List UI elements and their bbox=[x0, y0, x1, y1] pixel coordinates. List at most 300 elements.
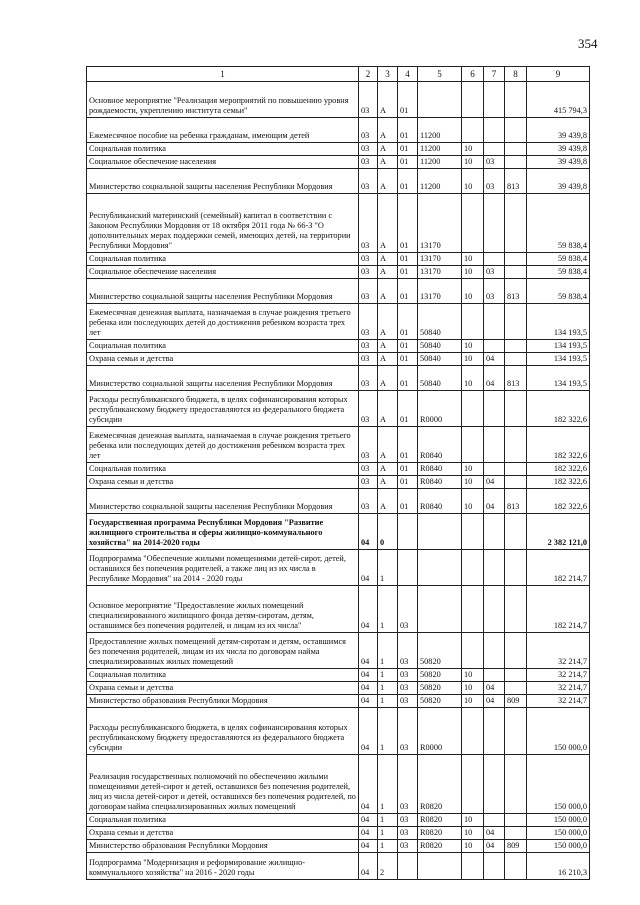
code-col-2: 04 bbox=[359, 827, 378, 840]
code-col-5: R0000 bbox=[418, 391, 462, 427]
code-col-4: 03 bbox=[398, 682, 418, 695]
amount-value: 134 193,5 bbox=[527, 304, 590, 340]
code-col-4: 01 bbox=[398, 82, 418, 118]
code-col-5: 50820 bbox=[418, 669, 462, 682]
amount-value: 2 382 121,0 bbox=[527, 514, 590, 550]
amount-value: 39 439,8 bbox=[527, 118, 590, 143]
code-col-8: 813 bbox=[505, 169, 527, 194]
table-row bbox=[87, 304, 590, 340]
code-col-8 bbox=[505, 353, 527, 366]
code-col-4: 01 bbox=[398, 253, 418, 266]
amount-value: 415 794,3 bbox=[527, 82, 590, 118]
code-col-8 bbox=[505, 476, 527, 489]
code-col-6: 10 bbox=[462, 814, 484, 827]
amount-value: 32 214,7 bbox=[527, 669, 590, 682]
code-col-3: А bbox=[378, 118, 398, 143]
table-row bbox=[87, 118, 590, 143]
code-col-7 bbox=[484, 253, 505, 266]
header-cell: 7 bbox=[484, 67, 505, 82]
code-col-3: А bbox=[378, 340, 398, 353]
code-col-5: R0840 bbox=[418, 489, 462, 514]
code-col-4: 01 bbox=[398, 169, 418, 194]
header-cell: 3 bbox=[378, 67, 398, 82]
code-col-2: 03 bbox=[359, 82, 378, 118]
code-col-8 bbox=[505, 827, 527, 840]
code-col-3: А bbox=[378, 304, 398, 340]
row-label: Охрана семьи и детства bbox=[87, 353, 359, 366]
row-label: Социальная политика bbox=[87, 143, 359, 156]
code-col-3: 1 bbox=[378, 695, 398, 708]
code-col-8 bbox=[505, 755, 527, 814]
code-col-7 bbox=[484, 708, 505, 755]
code-col-5: 13170 bbox=[418, 253, 462, 266]
amount-value: 150 000,0 bbox=[527, 814, 590, 827]
code-col-7: 03 bbox=[484, 279, 505, 304]
table-row bbox=[87, 266, 590, 279]
table-row bbox=[87, 340, 590, 353]
amount-value: 150 000,0 bbox=[527, 708, 590, 755]
amount-value: 182 322,6 bbox=[527, 476, 590, 489]
code-col-2: 04 bbox=[359, 708, 378, 755]
table-row bbox=[87, 391, 590, 427]
code-col-5: R0000 bbox=[418, 708, 462, 755]
amount-value: 59 838,4 bbox=[527, 253, 590, 266]
amount-value: 134 193,5 bbox=[527, 353, 590, 366]
code-col-4: 01 bbox=[398, 476, 418, 489]
code-col-7: 04 bbox=[484, 827, 505, 840]
code-col-2: 03 bbox=[359, 194, 378, 253]
code-col-3: А bbox=[378, 194, 398, 253]
row-label: Социальная политика bbox=[87, 669, 359, 682]
code-col-7: 04 bbox=[484, 489, 505, 514]
code-col-3: 1 bbox=[378, 550, 398, 586]
table-row bbox=[87, 169, 590, 194]
code-col-5: R0840 bbox=[418, 463, 462, 476]
code-col-7: 04 bbox=[484, 840, 505, 853]
code-col-8 bbox=[505, 156, 527, 169]
code-col-5: 50840 bbox=[418, 304, 462, 340]
code-col-2: 04 bbox=[359, 840, 378, 853]
amount-value: 150 000,0 bbox=[527, 755, 590, 814]
header-cell: 4 bbox=[398, 67, 418, 82]
code-col-7: 04 bbox=[484, 353, 505, 366]
code-col-2: 04 bbox=[359, 814, 378, 827]
code-col-3: А bbox=[378, 463, 398, 476]
code-col-7: 04 bbox=[484, 476, 505, 489]
row-label: Социальное обеспечение населения bbox=[87, 266, 359, 279]
code-col-7 bbox=[484, 669, 505, 682]
code-col-4: 03 bbox=[398, 827, 418, 840]
code-col-3: А bbox=[378, 279, 398, 304]
amount-value: 182 322,6 bbox=[527, 463, 590, 476]
code-col-6: 10 bbox=[462, 682, 484, 695]
code-col-6 bbox=[462, 853, 484, 880]
table-row bbox=[87, 489, 590, 514]
table-row bbox=[87, 143, 590, 156]
code-col-5 bbox=[418, 514, 462, 550]
code-col-3: А bbox=[378, 169, 398, 194]
code-col-4: 01 bbox=[398, 156, 418, 169]
code-col-6: 10 bbox=[462, 156, 484, 169]
row-label: Охрана семьи и детства bbox=[87, 827, 359, 840]
code-col-7 bbox=[484, 391, 505, 427]
code-col-6: 10 bbox=[462, 340, 484, 353]
code-col-4 bbox=[398, 514, 418, 550]
code-col-8 bbox=[505, 266, 527, 279]
amount-value: 182 322,6 bbox=[527, 391, 590, 427]
code-col-4: 01 bbox=[398, 391, 418, 427]
code-col-7 bbox=[484, 118, 505, 143]
header-cell: 2 bbox=[359, 67, 378, 82]
code-col-4 bbox=[398, 853, 418, 880]
code-col-6: 10 bbox=[462, 169, 484, 194]
code-col-3: 1 bbox=[378, 814, 398, 827]
code-col-4: 03 bbox=[398, 708, 418, 755]
code-col-4: 01 bbox=[398, 118, 418, 143]
code-col-3: А bbox=[378, 353, 398, 366]
table-body bbox=[87, 67, 590, 880]
row-label: Предоставление жилых помещений детям-сиротам и детям, оставшимся без попечения родителей, лицам из их числа по договорам найма специализированных жилых помещений bbox=[87, 633, 359, 669]
code-col-2: 03 bbox=[359, 489, 378, 514]
amount-value: 134 193,5 bbox=[527, 340, 590, 353]
code-col-6: 10 bbox=[462, 669, 484, 682]
code-col-8: 809 bbox=[505, 840, 527, 853]
amount-value: 32 214,7 bbox=[527, 682, 590, 695]
code-col-8 bbox=[505, 304, 527, 340]
code-col-7 bbox=[484, 82, 505, 118]
table-row bbox=[87, 633, 590, 669]
table-row bbox=[87, 156, 590, 169]
code-col-5 bbox=[418, 82, 462, 118]
code-col-6: 10 bbox=[462, 266, 484, 279]
row-label: Министерство образования Республики Мордовия bbox=[87, 695, 359, 708]
amount-value: 32 214,7 bbox=[527, 695, 590, 708]
code-col-6: 10 bbox=[462, 253, 484, 266]
code-col-5: 13170 bbox=[418, 279, 462, 304]
code-col-7 bbox=[484, 514, 505, 550]
code-col-4: 01 bbox=[398, 304, 418, 340]
code-col-5 bbox=[418, 586, 462, 633]
row-label: Ежемесячное пособие на ребенка гражданам, имеющим детей bbox=[87, 118, 359, 143]
code-col-7 bbox=[484, 814, 505, 827]
row-label: Министерство социальной защиты населения Республики Мордовия bbox=[87, 169, 359, 194]
amount-value: 182 214,7 bbox=[527, 586, 590, 633]
code-col-3: 0 bbox=[378, 514, 398, 550]
code-col-4: 03 bbox=[398, 755, 418, 814]
code-col-5 bbox=[418, 550, 462, 586]
code-col-7: 03 bbox=[484, 266, 505, 279]
code-col-5: R0820 bbox=[418, 827, 462, 840]
amount-value: 39 439,8 bbox=[527, 143, 590, 156]
code-col-8 bbox=[505, 82, 527, 118]
code-col-4: 01 bbox=[398, 427, 418, 463]
code-col-3: 1 bbox=[378, 669, 398, 682]
table-row bbox=[87, 840, 590, 853]
code-col-6 bbox=[462, 550, 484, 586]
code-col-8 bbox=[505, 682, 527, 695]
code-col-7 bbox=[484, 550, 505, 586]
code-col-7 bbox=[484, 427, 505, 463]
code-col-3: А bbox=[378, 156, 398, 169]
code-col-5: 50820 bbox=[418, 695, 462, 708]
amount-value: 16 210,3 bbox=[527, 853, 590, 880]
code-col-2: 04 bbox=[359, 695, 378, 708]
code-col-4: 03 bbox=[398, 840, 418, 853]
row-label: Социальная политика bbox=[87, 340, 359, 353]
code-col-3: А bbox=[378, 253, 398, 266]
code-col-3: А bbox=[378, 143, 398, 156]
row-label: Охрана семьи и детства bbox=[87, 682, 359, 695]
code-col-4: 01 bbox=[398, 340, 418, 353]
code-col-5: 50840 bbox=[418, 353, 462, 366]
code-col-6 bbox=[462, 633, 484, 669]
code-col-6 bbox=[462, 755, 484, 814]
code-col-2: 04 bbox=[359, 586, 378, 633]
code-col-5: R0840 bbox=[418, 427, 462, 463]
code-col-2: 03 bbox=[359, 366, 378, 391]
code-col-8 bbox=[505, 586, 527, 633]
code-col-2: 03 bbox=[359, 304, 378, 340]
code-col-8 bbox=[505, 853, 527, 880]
code-col-6 bbox=[462, 304, 484, 340]
code-col-8 bbox=[505, 253, 527, 266]
row-label: Республиканский материнский (семейный) капитал в соответствии с Законом Республики Мордовия от 18 октября 2011 года № 66-З "О дополнительных мерах поддержки семей, имеющих детей, на территории Республики Мордовия" bbox=[87, 194, 359, 253]
code-col-5: R0820 bbox=[418, 755, 462, 814]
table-row bbox=[87, 853, 590, 880]
table-row bbox=[87, 550, 590, 586]
code-col-7 bbox=[484, 340, 505, 353]
code-col-6: 10 bbox=[462, 827, 484, 840]
code-col-8 bbox=[505, 194, 527, 253]
code-col-2: 03 bbox=[359, 463, 378, 476]
code-col-5: 11200 bbox=[418, 169, 462, 194]
row-label: Ежемесячная денежная выплата, назначаемая в случае рождения третьего ребенка или последующих детей до достижения ребенком возраста трех лет bbox=[87, 427, 359, 463]
code-col-2: 03 bbox=[359, 118, 378, 143]
code-col-5: 13170 bbox=[418, 266, 462, 279]
code-col-3: 1 bbox=[378, 708, 398, 755]
row-label: Социальное обеспечение населения bbox=[87, 156, 359, 169]
row-label: Министерство социальной защиты населения Республики Мордовия bbox=[87, 366, 359, 391]
code-col-2: 03 bbox=[359, 476, 378, 489]
code-col-2: 03 bbox=[359, 427, 378, 463]
table-row bbox=[87, 253, 590, 266]
row-label: Социальная политика bbox=[87, 814, 359, 827]
code-col-8 bbox=[505, 514, 527, 550]
code-col-5: 11200 bbox=[418, 143, 462, 156]
table-row bbox=[87, 353, 590, 366]
code-col-7: 04 bbox=[484, 366, 505, 391]
code-col-4: 01 bbox=[398, 353, 418, 366]
table-row bbox=[87, 708, 590, 755]
amount-value: 39 439,8 bbox=[527, 169, 590, 194]
amount-value: 150 000,0 bbox=[527, 840, 590, 853]
code-col-2: 03 bbox=[359, 156, 378, 169]
code-col-6: 10 bbox=[462, 353, 484, 366]
code-col-2: 03 bbox=[359, 353, 378, 366]
code-col-2: 04 bbox=[359, 755, 378, 814]
table-row bbox=[87, 695, 590, 708]
code-col-6: 10 bbox=[462, 489, 484, 514]
code-col-8 bbox=[505, 463, 527, 476]
code-col-6: 10 bbox=[462, 463, 484, 476]
code-col-8 bbox=[505, 669, 527, 682]
table-header-row bbox=[87, 67, 590, 82]
code-col-3: А bbox=[378, 476, 398, 489]
row-label: Социальная политика bbox=[87, 253, 359, 266]
code-col-5: 11200 bbox=[418, 118, 462, 143]
code-col-5: R0820 bbox=[418, 840, 462, 853]
code-col-8: 813 bbox=[505, 489, 527, 514]
budget-table bbox=[86, 66, 590, 880]
code-col-4: 01 bbox=[398, 143, 418, 156]
code-col-3: А bbox=[378, 427, 398, 463]
amount-value: 150 000,0 bbox=[527, 827, 590, 840]
code-col-2: 03 bbox=[359, 253, 378, 266]
code-col-6 bbox=[462, 82, 484, 118]
amount-value: 59 838,4 bbox=[527, 266, 590, 279]
table-row bbox=[87, 586, 590, 633]
code-col-4: 03 bbox=[398, 814, 418, 827]
code-col-3: А bbox=[378, 82, 398, 118]
code-col-2: 04 bbox=[359, 633, 378, 669]
code-col-5: 50820 bbox=[418, 633, 462, 669]
row-label: Реализация государственных полномочий по обеспечению жилыми помещениями детей-сирот и детей, оставшихся без попечения родителей, лиц из числа детей-сирот и детей, оставшихся без попечения родителей, по договорам найма специализированных жилых помещений bbox=[87, 755, 359, 814]
table-row bbox=[87, 279, 590, 304]
row-label: Расходы республиканского бюджета, в целях софинансирования которых республиканскому бюджету предоставляются из федерального бюджета субсидии bbox=[87, 391, 359, 427]
code-col-6: 10 bbox=[462, 143, 484, 156]
code-col-5: R0840 bbox=[418, 476, 462, 489]
code-col-7 bbox=[484, 304, 505, 340]
row-label: Основное мероприятие "Реализация мероприятий по повышению уровня рождаемости, укреплению института семьи" bbox=[87, 82, 359, 118]
table-row bbox=[87, 682, 590, 695]
row-label: Министерство социальной защиты населения Республики Мордовия bbox=[87, 279, 359, 304]
code-col-6: 10 bbox=[462, 840, 484, 853]
code-col-2: 03 bbox=[359, 340, 378, 353]
code-col-8 bbox=[505, 143, 527, 156]
code-col-2: 03 bbox=[359, 279, 378, 304]
code-col-4: 01 bbox=[398, 266, 418, 279]
header-cell: 5 bbox=[418, 67, 462, 82]
row-label: Основное мероприятие "Предоставление жилых помещений специализированного жилищного фонда детям-сиротам, детям, оставшимся без попечения родителей, и лицам из их числа" bbox=[87, 586, 359, 633]
code-col-2: 03 bbox=[359, 391, 378, 427]
code-col-3: 1 bbox=[378, 755, 398, 814]
code-col-7 bbox=[484, 755, 505, 814]
code-col-5 bbox=[418, 853, 462, 880]
code-col-6 bbox=[462, 194, 484, 253]
code-col-6 bbox=[462, 427, 484, 463]
amount-value: 59 838,4 bbox=[527, 194, 590, 253]
code-col-4: 03 bbox=[398, 669, 418, 682]
amount-value: 59 838,4 bbox=[527, 279, 590, 304]
row-label: Государственная программа Республики Мордовия "Развитие жилищного строительства и сферы жилищно-коммунального хозяйства" на 2014-2020 годы bbox=[87, 514, 359, 550]
code-col-2: 04 bbox=[359, 550, 378, 586]
table-row bbox=[87, 755, 590, 814]
code-col-2: 04 bbox=[359, 853, 378, 880]
amount-value: 182 322,6 bbox=[527, 489, 590, 514]
row-label: Ежемесячная денежная выплата, назначаемая в случае рождения третьего ребенка или последующих детей до достижения ребенком возраста трех лет bbox=[87, 304, 359, 340]
amount-value: 39 439,8 bbox=[527, 156, 590, 169]
table-row bbox=[87, 476, 590, 489]
code-col-8: 809 bbox=[505, 695, 527, 708]
row-label: Социальная политика bbox=[87, 463, 359, 476]
code-col-6: 10 bbox=[462, 476, 484, 489]
table-row bbox=[87, 814, 590, 827]
code-col-7 bbox=[484, 194, 505, 253]
code-col-6 bbox=[462, 586, 484, 633]
code-col-5: 50840 bbox=[418, 366, 462, 391]
code-col-3: А bbox=[378, 366, 398, 391]
code-col-4: 01 bbox=[398, 194, 418, 253]
code-col-8 bbox=[505, 118, 527, 143]
table-row bbox=[87, 514, 590, 550]
code-col-8: 813 bbox=[505, 279, 527, 304]
code-col-4 bbox=[398, 550, 418, 586]
code-col-3: 2 bbox=[378, 853, 398, 880]
table-row bbox=[87, 194, 590, 253]
code-col-6 bbox=[462, 118, 484, 143]
amount-value: 182 214,7 bbox=[527, 550, 590, 586]
code-col-4: 03 bbox=[398, 633, 418, 669]
row-label: Подпрограмма "Модернизация и реформирование жилищно-коммунального хозяйства" на 2016 - 2020 годы bbox=[87, 853, 359, 880]
table-row bbox=[87, 427, 590, 463]
code-col-8 bbox=[505, 550, 527, 586]
code-col-4: 01 bbox=[398, 279, 418, 304]
header-cell: 1 bbox=[87, 67, 359, 82]
header-cell: 8 bbox=[505, 67, 527, 82]
amount-value: 134 193,5 bbox=[527, 366, 590, 391]
code-col-3: А bbox=[378, 489, 398, 514]
code-col-2: 04 bbox=[359, 682, 378, 695]
code-col-2: 04 bbox=[359, 669, 378, 682]
code-col-7: 04 bbox=[484, 682, 505, 695]
code-col-5: 11200 bbox=[418, 156, 462, 169]
code-col-5: R0820 bbox=[418, 814, 462, 827]
code-col-7 bbox=[484, 463, 505, 476]
code-col-8 bbox=[505, 708, 527, 755]
code-col-3: 1 bbox=[378, 840, 398, 853]
code-col-6: 10 bbox=[462, 279, 484, 304]
code-col-7 bbox=[484, 633, 505, 669]
code-col-7: 04 bbox=[484, 695, 505, 708]
code-col-5: 50840 bbox=[418, 340, 462, 353]
amount-value: 182 322,6 bbox=[527, 427, 590, 463]
row-label: Подпрограмма "Обеспечение жилыми помещениями детей-сирот, детей, оставшихся без попечения родителей, а также лиц из их числа в Республике Мордовия" на 2014 - 2020 годы bbox=[87, 550, 359, 586]
code-col-6: 10 bbox=[462, 695, 484, 708]
code-col-6: 10 bbox=[462, 366, 484, 391]
code-col-3: А bbox=[378, 266, 398, 279]
code-col-4: 03 bbox=[398, 695, 418, 708]
header-cell: 6 bbox=[462, 67, 484, 82]
table-row bbox=[87, 669, 590, 682]
code-col-2: 03 bbox=[359, 143, 378, 156]
code-col-6 bbox=[462, 708, 484, 755]
code-col-2: 04 bbox=[359, 514, 378, 550]
code-col-3: 1 bbox=[378, 682, 398, 695]
code-col-8 bbox=[505, 814, 527, 827]
amount-value: 32 214,7 bbox=[527, 633, 590, 669]
code-col-3: 1 bbox=[378, 586, 398, 633]
code-col-8 bbox=[505, 391, 527, 427]
code-col-8 bbox=[505, 427, 527, 463]
code-col-7 bbox=[484, 586, 505, 633]
code-col-4: 01 bbox=[398, 366, 418, 391]
code-col-3: А bbox=[378, 391, 398, 427]
code-col-7: 03 bbox=[484, 156, 505, 169]
row-label: Расходы республиканского бюджета, в целях софинансирования которых республиканскому бюджету предоставляются из федерального бюджета субсидии bbox=[87, 708, 359, 755]
row-label: Министерство социальной защиты населения Республики Мордовия bbox=[87, 489, 359, 514]
code-col-6 bbox=[462, 514, 484, 550]
code-col-7 bbox=[484, 143, 505, 156]
